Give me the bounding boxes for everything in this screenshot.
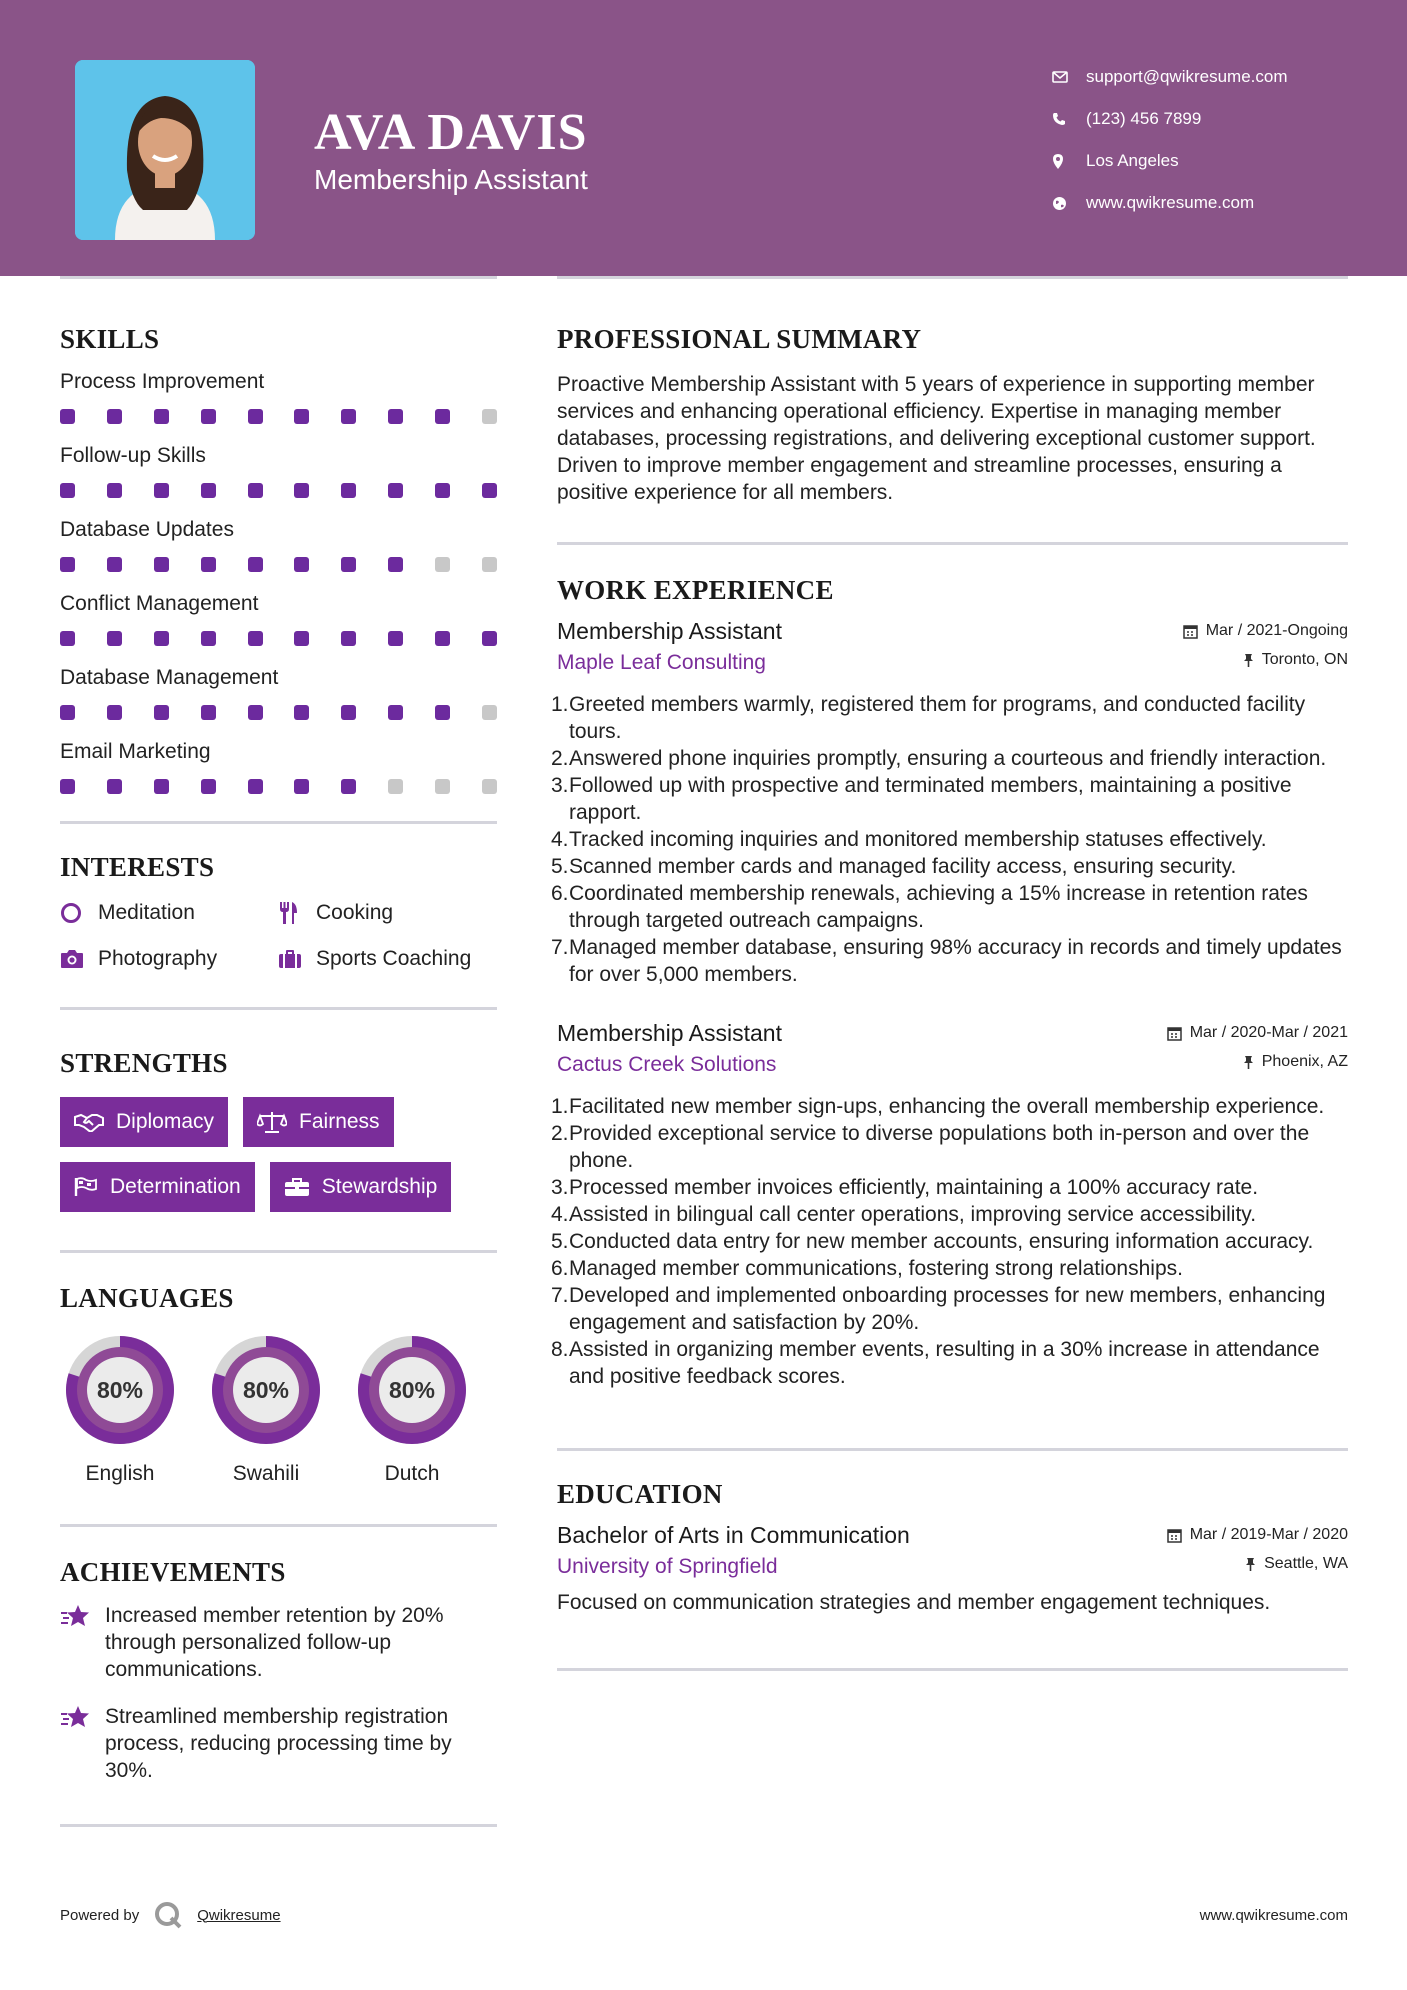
skill-dot-filled [248, 779, 263, 794]
candidate-title: Membership Assistant [314, 164, 588, 195]
skill-dot-filled [60, 631, 75, 646]
bullet-number: 7. [551, 1284, 569, 1307]
skill-dot-filled [294, 705, 309, 720]
job-bullets [551, 691, 1348, 988]
pushpin-icon [1243, 653, 1254, 668]
skill-item [60, 663, 497, 737]
skill-name: Process Improvement [60, 370, 265, 393]
bullet-text: Tracked incoming inquiries and monitored membership statuses effectively. [569, 828, 1267, 851]
interest-label: Meditation [98, 901, 195, 924]
skill-name: Follow-up Skills [60, 444, 206, 467]
skill-dot-filled [294, 779, 309, 794]
globe-icon [1050, 196, 1086, 211]
skill-dot-filled [107, 557, 122, 572]
skill-dot-filled [60, 483, 75, 498]
language-name: Swahili [232, 1462, 300, 1485]
circle-icon [60, 902, 98, 924]
skills-section [60, 324, 497, 811]
star-medal-icon [60, 1703, 105, 1784]
contact-phone[interactable] [1050, 98, 1288, 140]
skill-dot-filled [248, 557, 263, 572]
divider [557, 1668, 1348, 1671]
job-bullet [551, 853, 1348, 880]
skill-dot-empty [482, 409, 497, 424]
profile-photo [75, 60, 255, 240]
skills-heading: SKILLS [60, 324, 160, 354]
skill-dot-filled [60, 705, 75, 720]
skill-dot-empty [482, 779, 497, 794]
job-bullets [551, 1093, 1348, 1390]
interest-label: Cooking [316, 901, 394, 924]
education-location [1245, 1555, 1348, 1573]
skill-rating [60, 471, 497, 515]
job-dates-text: Mar / 2021-Ongoing [1205, 622, 1348, 639]
job-title: Membership Assistant [557, 1020, 782, 1046]
handshake-icon [74, 1112, 104, 1132]
education-header [557, 1522, 1348, 1549]
skills-list [60, 367, 497, 811]
language-percent: 80% [242, 1377, 290, 1403]
bullet-number: 1. [551, 693, 569, 716]
skill-dot-filled [388, 483, 403, 498]
contact-website-text: www.qwikresume.com [1086, 193, 1255, 212]
interest-item [60, 945, 278, 973]
job-bullet [551, 1093, 1348, 1120]
bullet-text: Provided exceptional service to diverse populations both in-person and over the phone. [569, 1122, 1310, 1172]
skill-dot-filled [482, 631, 497, 646]
school-name: University of Springfield [557, 1555, 778, 1578]
job-bullet [551, 880, 1348, 934]
skill-dot-filled [201, 705, 216, 720]
bullet-number: 6. [551, 1257, 569, 1280]
achievement-text: Increased member retention by 20% through personalized follow-up communications. [105, 1604, 444, 1681]
job-location [1243, 651, 1348, 669]
skill-name: Conflict Management [60, 592, 259, 615]
languages-section [60, 1283, 497, 1486]
language-item [352, 1330, 472, 1486]
job-entry [551, 618, 1348, 988]
bullet-text: Managed member database, ensuring 98% accuracy in records and timely updates for over 5,000 members. [569, 936, 1342, 986]
skill-dot-empty [482, 705, 497, 720]
utensils-icon [278, 901, 316, 925]
job-bullet [551, 772, 1348, 826]
language-percent: 80% [388, 1377, 436, 1403]
skill-dot-filled [435, 483, 450, 498]
job-location [1243, 1053, 1348, 1071]
bullet-text: Developed and implemented onboarding processes for new members, enhancing engagement and satisfaction by 20%. [569, 1284, 1326, 1334]
education-heading: EDUCATION [557, 1479, 723, 1509]
achievements-heading: ACHIEVEMENTS [60, 1557, 286, 1587]
skill-rating [60, 545, 497, 589]
language-ring [206, 1330, 326, 1450]
bullet-text: Facilitated new member sign-ups, enhancing the overall membership experience. [569, 1095, 1325, 1118]
skill-dot-filled [388, 409, 403, 424]
interests-section [60, 852, 497, 973]
skill-rating [60, 767, 497, 811]
divider [557, 276, 1348, 279]
footer-powered-by [60, 1900, 281, 1930]
job-bullet [551, 1201, 1348, 1228]
skill-dot-filled [341, 631, 356, 646]
contact-email-text: support@qwikresume.com [1086, 67, 1288, 86]
contact-website[interactable] [1050, 182, 1288, 224]
briefcase-icon [278, 949, 316, 969]
divider [557, 1448, 1348, 1451]
skill-dot-filled [201, 557, 216, 572]
skill-name: Database Management [60, 666, 279, 689]
envelope-icon [1050, 71, 1086, 83]
language-item [60, 1330, 180, 1486]
job-bullet [551, 691, 1348, 745]
flag-icon [74, 1177, 98, 1197]
summary-text: Proactive Membership Assistant with 5 years of experience in supporting member services and enhancing operational efficiency. Expertise in managing member databases, processing registrations, and delivering exceptional customer support. Driven to improve member engagement and streamline processes, ensuring a positive experience for all members. [557, 373, 1316, 504]
skill-rating [60, 397, 497, 441]
skill-item [60, 737, 497, 811]
qwikresume-link[interactable]: Qwikresume [197, 1906, 281, 1924]
bullet-text: Assisted in bilingual call center operations, improving service accessibility. [569, 1203, 1257, 1226]
contact-location-text: Los Angeles [1086, 151, 1179, 170]
footer [60, 1900, 1348, 1930]
contact-phone-text: (123) 456 7899 [1086, 109, 1202, 128]
strength-label: Fairness [299, 1110, 380, 1133]
interest-label: Photography [98, 947, 218, 970]
toolbox-icon [284, 1177, 310, 1197]
skill-dot-filled [107, 705, 122, 720]
job-title: Membership Assistant [557, 618, 782, 644]
education-dates [1167, 1526, 1348, 1544]
skill-dot-empty [435, 557, 450, 572]
skill-dot-filled [201, 631, 216, 646]
divider [60, 1250, 497, 1253]
skill-dot-filled [154, 557, 169, 572]
experience-section [551, 575, 1348, 1390]
strength-label: Diplomacy [116, 1110, 215, 1133]
education-subheader [557, 1555, 1348, 1579]
bullet-text: Coordinated membership renewals, achieving a 15% increase in retention rates through targeted outreach campaigns. [569, 882, 1308, 932]
bullet-number: 5. [551, 855, 569, 878]
skill-item [60, 589, 497, 663]
education-location-text: Seattle, WA [1264, 1555, 1348, 1572]
summary-section [557, 324, 1348, 506]
qwikresume-logo-icon [153, 1900, 183, 1930]
summary-heading: PROFESSIONAL SUMMARY [557, 324, 922, 354]
divider [557, 542, 1348, 545]
bullet-number: 2. [551, 1122, 569, 1145]
skill-dot-filled [154, 705, 169, 720]
job-bullet [551, 745, 1348, 772]
skill-dot-filled [388, 631, 403, 646]
left-column [60, 276, 497, 1827]
calendar-icon [1183, 624, 1198, 639]
job-bullet [551, 1255, 1348, 1282]
company-name: Cactus Creek Solutions [557, 1053, 777, 1076]
language-item [206, 1330, 326, 1486]
skill-dot-filled [435, 409, 450, 424]
skill-dot-empty [435, 779, 450, 794]
languages-heading: LANGUAGES [60, 1283, 234, 1313]
contact-location [1050, 140, 1288, 182]
bullet-number: 1. [551, 1095, 569, 1118]
skill-dot-filled [154, 779, 169, 794]
footer-website[interactable]: www.qwikresume.com [1199, 1906, 1348, 1924]
skill-dot-filled [107, 631, 122, 646]
skill-dot-empty [482, 557, 497, 572]
phone-icon [1050, 112, 1086, 126]
job-bullet [551, 1120, 1348, 1174]
divider [60, 1524, 497, 1527]
skill-dot-filled [201, 409, 216, 424]
strengths-list [60, 1097, 497, 1212]
bullet-text: Conducted data entry for new member accounts, ensuring information accuracy. [569, 1230, 1314, 1253]
camera-icon [60, 949, 98, 969]
pushpin-icon [1245, 1557, 1256, 1572]
language-percent: 80% [96, 1377, 144, 1403]
bullet-number: 4. [551, 1203, 569, 1226]
skill-item [60, 515, 497, 589]
divider [60, 1824, 497, 1827]
strength-tag [60, 1097, 228, 1147]
skill-dot-filled [60, 779, 75, 794]
job-dates-text: Mar / 2020-Mar / 2021 [1189, 1024, 1348, 1041]
skill-dot-filled [341, 779, 356, 794]
skill-dot-filled [294, 557, 309, 572]
skill-dot-filled [107, 409, 122, 424]
job-subheader [557, 1053, 1348, 1077]
skill-item [60, 367, 497, 441]
star-medal-icon [60, 1602, 105, 1683]
interest-item [278, 899, 497, 927]
skill-dot-filled [294, 483, 309, 498]
degree-title: Bachelor of Arts in Communication [557, 1522, 910, 1548]
skill-dot-filled [154, 631, 169, 646]
strength-label: Determination [110, 1175, 241, 1198]
achievements-section [60, 1557, 497, 1784]
strength-label: Stewardship [321, 1175, 438, 1198]
language-name: Dutch [384, 1462, 440, 1485]
job-location-text: Phoenix, AZ [1261, 1053, 1348, 1070]
bullet-text: Assisted in organizing member events, resulting in a 30% increase in attendance and positive feedback scores. [569, 1338, 1320, 1388]
strengths-section [60, 1048, 497, 1212]
bullet-number: 4. [551, 828, 569, 851]
skill-dot-filled [201, 779, 216, 794]
skill-name: Database Updates [60, 518, 234, 541]
candidate-name: AVA DAVIS [314, 104, 588, 161]
bullet-number: 6. [551, 882, 569, 905]
skill-dot-filled [248, 409, 263, 424]
strength-tag [243, 1097, 394, 1147]
strength-tag [60, 1162, 255, 1212]
skill-dot-filled [248, 705, 263, 720]
job-bullet [551, 1336, 1348, 1390]
job-subheader [557, 651, 1348, 675]
skill-name: Email Marketing [60, 740, 211, 763]
bullet-text: Managed member communications, fostering strong relationships. [569, 1257, 1183, 1280]
education-section [557, 1479, 1348, 1616]
company-name: Maple Leaf Consulting [557, 651, 766, 674]
skill-dot-filled [154, 483, 169, 498]
resume-header [0, 0, 1407, 276]
bullet-number: 7. [551, 936, 569, 959]
bullet-number: 3. [551, 774, 569, 797]
job-bullet [551, 826, 1348, 853]
bullet-text: Followed up with prospective and terminated members, maintaining a positive rapport. [569, 774, 1292, 824]
languages-list [60, 1330, 497, 1486]
job-bullet [551, 1228, 1348, 1255]
strength-tag [270, 1162, 452, 1212]
calendar-icon [1167, 1026, 1182, 1041]
divider [60, 1007, 497, 1010]
location-pin-icon [1050, 154, 1086, 169]
language-name: English [85, 1462, 155, 1485]
skill-dot-filled [60, 557, 75, 572]
skill-dot-filled [248, 631, 263, 646]
divider [60, 821, 497, 824]
skill-dot-filled [294, 409, 309, 424]
skill-dot-filled [341, 483, 356, 498]
interest-label: Sports Coaching [316, 947, 472, 970]
skill-dot-filled [341, 705, 356, 720]
skill-dot-filled [388, 705, 403, 720]
contact-email[interactable] [1050, 56, 1288, 98]
skill-dot-filled [248, 483, 263, 498]
skill-rating [60, 619, 497, 663]
interest-item [60, 899, 278, 927]
skill-rating [60, 693, 497, 737]
calendar-icon [1167, 1528, 1182, 1543]
right-column [551, 276, 1348, 1671]
strengths-heading: STRENGTHS [60, 1048, 228, 1078]
job-header [557, 1020, 1348, 1047]
interest-item [278, 945, 497, 973]
bullet-text: Scanned member cards and managed facility access, ensuring security. [569, 855, 1237, 878]
job-bullet [551, 1174, 1348, 1201]
skill-dot-filled [341, 557, 356, 572]
job-header [557, 618, 1348, 645]
powered-by-label: Powered by [60, 1906, 140, 1924]
skill-dot-empty [388, 779, 403, 794]
skill-dot-filled [388, 557, 403, 572]
skill-dot-filled [435, 631, 450, 646]
pushpin-icon [1243, 1055, 1254, 1070]
bullet-text: Processed member invoices efficiently, maintaining a 100% accuracy rate. [569, 1176, 1259, 1199]
skill-dot-filled [482, 483, 497, 498]
job-location-text: Toronto, ON [1261, 651, 1348, 668]
skill-dot-filled [341, 409, 356, 424]
interests-heading: INTERESTS [60, 852, 215, 882]
bullet-number: 5. [551, 1230, 569, 1253]
achievement-item [60, 1703, 497, 1784]
skill-dot-filled [107, 779, 122, 794]
interests-list [60, 899, 497, 973]
job-bullet [551, 934, 1348, 988]
bullet-number: 8. [551, 1338, 569, 1361]
experience-heading: WORK EXPERIENCE [557, 575, 834, 605]
language-ring [352, 1330, 472, 1450]
skill-item [60, 441, 497, 515]
skill-dot-filled [435, 705, 450, 720]
skill-dot-filled [60, 409, 75, 424]
bullet-text: Answered phone inquiries promptly, ensuring a courteous and friendly interaction. [569, 747, 1327, 770]
skill-dot-filled [107, 483, 122, 498]
job-dates [1167, 1024, 1348, 1042]
job-entry [551, 1020, 1348, 1390]
job-bullet [551, 1282, 1348, 1336]
education-description: Focused on communication strategies and member engagement techniques. [557, 1591, 1271, 1614]
balance-scale-icon [257, 1111, 287, 1133]
skill-dot-filled [154, 409, 169, 424]
education-dates-text: Mar / 2019-Mar / 2020 [1189, 1526, 1348, 1543]
bullet-number: 2. [551, 747, 569, 770]
skill-dot-filled [294, 631, 309, 646]
job-dates [1183, 622, 1348, 640]
bullet-number: 3. [551, 1176, 569, 1199]
language-ring [60, 1330, 180, 1450]
achievement-text: Streamlined membership registration process, reducing processing time by 30%. [105, 1705, 452, 1782]
achievement-item [60, 1602, 497, 1683]
bullet-text: Greeted members warmly, registered them for programs, and conducted facility tours. [569, 693, 1306, 743]
divider [60, 276, 497, 279]
contact-info [1050, 56, 1288, 224]
skill-dot-filled [201, 483, 216, 498]
